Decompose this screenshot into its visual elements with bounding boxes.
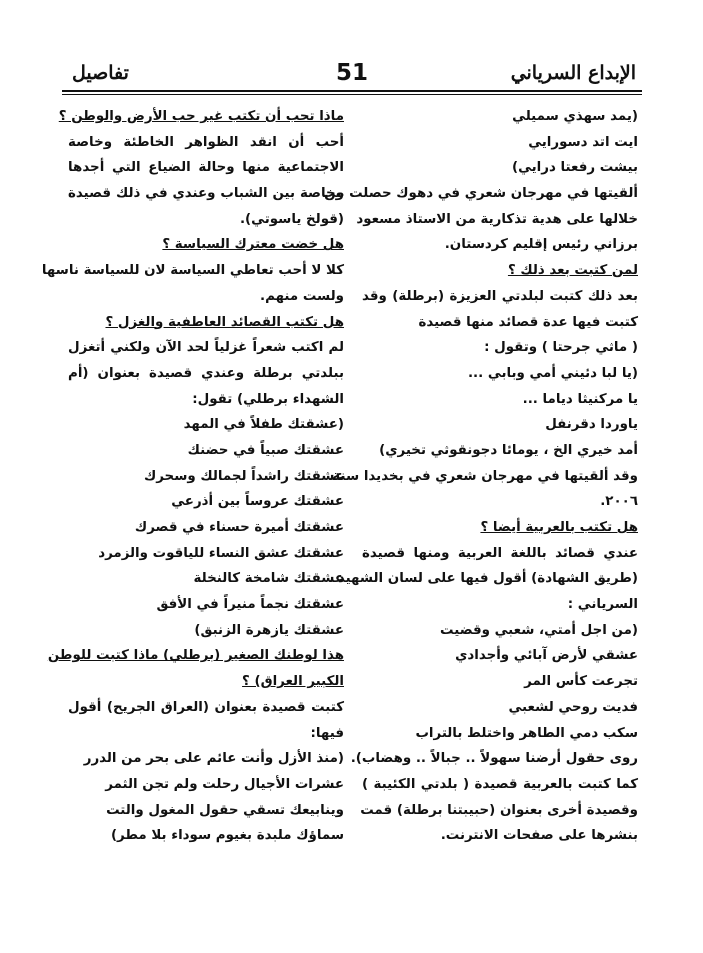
text-line: أحب أن انقد الظواهر الخاطئة وخاصة (68, 134, 344, 150)
text-line: (يمد سهذي سميلي (512, 109, 638, 124)
question-heading: الكبير العراق) ؟ (242, 674, 344, 690)
header-rule (62, 90, 642, 92)
question-heading: هل خضت معترك السياسة ؟ (162, 237, 344, 253)
text-line: الاجتماعية منها وحالة الضياع التي أجدها (68, 160, 344, 176)
text-line: وخاصة بين الشباب وعندي في ذلك قصيدة (68, 186, 344, 202)
text-line: عشرات الأجيال رحلت ولم تجن الثمر (105, 776, 344, 792)
text-line: كلا لا أحب تعاطي السياسة لان للسياسة ناسها (41, 263, 344, 279)
text-line: ٢٠٠٦. (600, 494, 638, 510)
text-line: وقد ألقيتها في مهرجان شعري في بخديدا سنة (332, 468, 638, 484)
question-heading: هل تكتب بالعربية أيضا ؟ (480, 520, 638, 535)
text-line: عشقتك أميرة حسناء في قصرك (134, 520, 344, 535)
question-heading: هذا لوطنك الصغير (برطلي) ماذا كتبت للوطن (47, 648, 344, 664)
question-heading: ماذا تحب أن تكتب غير حب الأرض والوطن ؟ (58, 109, 344, 124)
text-line: (قولخ ياسوتي). (239, 211, 344, 227)
header-rule-thin (62, 94, 642, 95)
page-header (62, 62, 642, 96)
text-line: عشقتك عروساً بين أذرعي (171, 494, 344, 510)
question-heading: هل تكتب القصائد العاطفية والغزل ؟ (105, 314, 344, 330)
text-line: عشقتك يازهرة الزنبق) (194, 622, 344, 638)
text-line: سماؤك ملبدة بغيوم سوداء بلا مطر) (110, 828, 344, 844)
text-line: بيشت رفعتا درايي) (511, 160, 638, 176)
text-line: خلالها على هدية تذكارية من الاستاذ مسعود (356, 211, 638, 227)
text-line: يا مركنيثا دياما ... (522, 391, 638, 407)
text-line: عندي قصائد باللغة العربية ومنها قصيدة (362, 545, 638, 561)
text-line: روى حقول أرضنا سهولاً .. جبالاً .. وهضاب). (350, 751, 638, 767)
page-number: 51 (335, 60, 368, 86)
text-line: (عشقتك طفلاً في المهد (183, 417, 344, 433)
section-title: تفاصيل (72, 62, 129, 84)
text-line: عشقتك صبياً في حضنك (187, 442, 344, 458)
text-line: عشقي لأرض آبائي وأجدادي (455, 648, 638, 664)
text-line: ( ماثي جرحتا ) وتقول : (484, 340, 638, 356)
text-line: عشقتك نجماً منيراً في الأفق (156, 597, 344, 613)
text-line: فيها: (310, 725, 344, 741)
text-line: ولست منهم. (260, 288, 344, 304)
text-line: وقصيدة أخرى بعنوان (حبيبتنا برطلة) قمت (360, 802, 638, 818)
text-line: الشهداء برطلي) تقول: (192, 391, 344, 407)
text-line: ايت اتد دسورايي (528, 134, 638, 150)
text-line: ألقيتها في مهرجان شعري في دهوك حصلت من (324, 186, 638, 202)
text-line: كما كتبت بالعربية قصيدة ( بلدتي الكئيبة ) (362, 776, 638, 792)
text-line: عشقتك عشق النساء للياقوت والزمرد (98, 545, 344, 561)
text-line: (منذ الأزل وأنت عائم على بحر من الدرر (83, 751, 344, 767)
question-heading: لمن كتبت بعد ذلك ؟ (507, 263, 638, 279)
text-line: (من اجل أمتي، شعبي وقضيت (440, 622, 638, 638)
text-line: تجرعت كأس المر (524, 674, 638, 690)
left-column (41, 104, 344, 849)
text-line: عشقتك راشداً لجمالك وسحرك (143, 468, 344, 484)
text-line: لم اكتب شعراً غزلياً لحد الآن ولكني أتغزل (68, 340, 344, 356)
magazine-title: الإبداع السرياني (510, 62, 636, 84)
text-line: أمد خيري الخ ، يومائا دجونقوثي تخيري) (379, 442, 638, 458)
text-line: (يا لبا دئيني أمي وبابي ... (467, 365, 638, 381)
text-line: بنشرها على صفحات الانترنت. (440, 828, 638, 844)
text-line: ياوردا دقرنفل (545, 417, 638, 433)
text-line: برزاني رئيس إقليم كردستان. (444, 237, 638, 253)
text-line: عشقتك شامخة كالنخلة (193, 571, 344, 587)
text-line: وينابيعك تسقي حقول المغول والتت (106, 802, 344, 818)
text-line: كتبت فيها عدة قصائد منها قصيدة (418, 314, 638, 330)
text-line: (طريق الشهادة) أقول فيها على لسان الشهيد (337, 571, 638, 587)
text-line: فديت روحي لشعبي (508, 699, 638, 715)
text-line: السرياني : (567, 597, 638, 613)
text-line: كتبت قصيدة بعنوان (العراق الجريح) أقول (68, 699, 344, 715)
text-line: ببلدتي برطلة وعندي قصيدة بعنوان (أم (68, 365, 344, 381)
right-column (324, 104, 638, 849)
text-line: سكب دمي الطاهر واختلط بالتراب (415, 725, 638, 741)
text-line: بعد ذلك كتبت لبلدتي العزيزة (برطلة) وقد (362, 288, 638, 304)
